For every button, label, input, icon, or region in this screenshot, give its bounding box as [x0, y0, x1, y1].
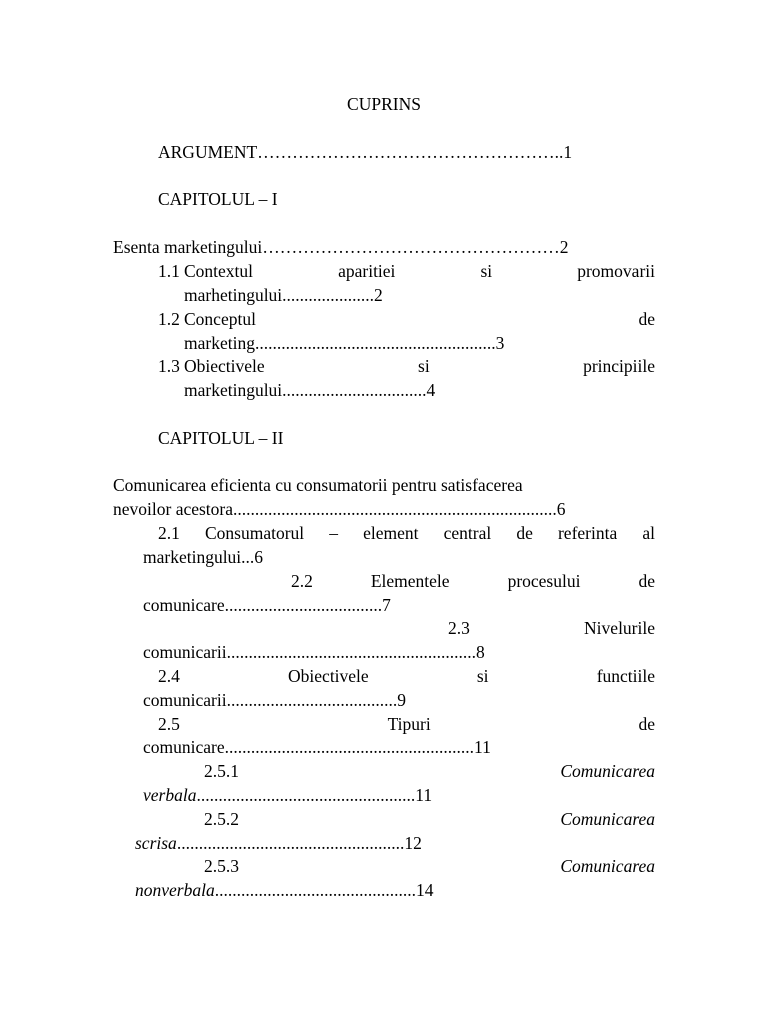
toc-entry-2-1-word: 2.1 — [158, 523, 180, 543]
toc-entry-1-1-number: 1.1 — [158, 261, 180, 281]
toc-entry-1-2-word: de — [638, 309, 655, 329]
toc-entry-argument: ARGUMENT……………………………………………..1 — [158, 142, 573, 162]
toc-entry-1-3-continuation: marketingului.................................4 — [184, 380, 436, 400]
toc-entry-1-1-word: promovarii — [577, 261, 655, 281]
toc-entry-1-3-word: Obiectivele — [184, 356, 265, 376]
toc-entry-2-3-word: 2.3 — [448, 618, 470, 638]
toc-entry-2-1 — [158, 522, 655, 546]
chapter-2-subject-line-1: Comunicarea eficienta cu consumatorii pentru satisfacerea — [113, 475, 523, 495]
toc-entry-2-5-2-continuation — [135, 832, 422, 856]
toc-entry-1-2-continuation: marketing.......................................................3 — [184, 333, 505, 353]
toc-entry-1-2-word: Conceptul — [184, 309, 256, 329]
toc-entry-2-5-3-word: nonverbala — [135, 880, 215, 900]
toc-entry-1-1-word: si — [480, 261, 493, 281]
toc-entry-2-2-word: de — [638, 571, 655, 591]
toc-entry-2-2-continuation: comunicare....................................7 — [143, 595, 391, 615]
toc-entry-2-4-word: 2.4 — [158, 666, 180, 686]
toc-entry-1-3-number: 1.3 — [158, 356, 180, 376]
toc-entry-2-1-word: central — [443, 523, 492, 543]
toc-entry-2-4 — [158, 665, 655, 689]
chapter-2-heading: CAPITOLUL – II — [158, 428, 284, 448]
toc-entry-2-5-3-leader: ..............................................14 — [214, 880, 434, 900]
toc-entry-1-1-word: aparitiei — [338, 261, 396, 281]
toc-entry-2-1-word: element — [363, 523, 419, 543]
toc-entry-2-5-1-continuation — [143, 784, 432, 808]
toc-entry-2-5-2-word: scrisa — [135, 833, 177, 853]
toc-entry-1-1-continuation: marhetingului.....................2 — [184, 285, 383, 305]
toc-entry-2-5-3-continuation — [135, 879, 433, 903]
toc-entry-2-2-word: 2.2 — [291, 571, 313, 591]
toc-entry-2-1-word: de — [516, 523, 533, 543]
toc-entry-2-2-word: procesului — [507, 571, 581, 591]
toc-entry-2-5 — [158, 713, 655, 737]
toc-entry-2-5-3-title: Comunicarea — [560, 856, 655, 876]
toc-entry-2-5-2-title: Comunicarea — [560, 809, 655, 829]
toc-entry-2-1-word: – — [329, 523, 339, 543]
toc-entry-2-4-continuation: comunicarii.......................................9 — [143, 690, 406, 710]
toc-entry-2-5-1-title: Comunicarea — [560, 761, 655, 781]
toc-entry-2-5-1-word: verbala — [143, 785, 197, 805]
toc-entry-2-5-1-leader: ..................................................11 — [196, 785, 433, 805]
toc-entry-2-4-word: Obiectivele — [288, 666, 369, 686]
toc-entry-2-3-continuation: comunicarii.........................................................8 — [143, 642, 485, 662]
toc-entry-1-1-word: Contextul — [184, 261, 254, 281]
toc-entry-2-5-3-number: 2.5.3 — [204, 856, 239, 876]
toc-entry-2-5-word: Tipuri — [387, 714, 431, 734]
toc-entry-2-2-word: Elementele — [370, 571, 450, 591]
toc-entry-2-3-word: Nivelurile — [584, 618, 655, 638]
chapter-2-subject-line-2: nevoilor acestora..........................................................................6 — [113, 499, 566, 519]
toc-entry-2-4-word: si — [476, 666, 489, 686]
toc-entry-2-1-continuation: marketingului...6 — [143, 547, 264, 567]
toc-entry-1-2 — [184, 308, 655, 332]
toc-entry-2-1-word: referinta — [557, 523, 618, 543]
toc-entry-2-4-word: functiile — [596, 666, 655, 686]
toc-title: CUPRINS — [347, 94, 421, 114]
chapter-1-heading: CAPITOLUL – I — [158, 189, 278, 209]
toc-entry-1-3-word: si — [418, 356, 430, 376]
toc-entry-2-1-word: al — [642, 523, 655, 543]
toc-entry-2-5-2-leader: ....................................................12 — [176, 833, 422, 853]
toc-entry-1-2-number: 1.2 — [158, 309, 180, 329]
toc-entry-1-1 — [184, 260, 655, 284]
toc-entry-1-3 — [184, 355, 655, 379]
toc-entry-2-1-word: Consumatorul — [204, 523, 305, 543]
toc-entry-1-3-word: principiile — [583, 356, 655, 376]
toc-entry-2-5-1-number: 2.5.1 — [204, 761, 239, 781]
chapter-1-subject: Esenta marketingului……………………………………………2 — [113, 237, 569, 257]
toc-entry-2-5-word: de — [638, 714, 655, 734]
toc-entry-2-5-2-number: 2.5.2 — [204, 809, 239, 829]
toc-entry-2-5-continuation: comunicare.........................................................11 — [143, 737, 491, 757]
toc-entry-2-3 — [448, 617, 655, 641]
toc-entry-2-2 — [291, 570, 655, 594]
toc-entry-2-5-word: 2.5 — [158, 714, 180, 734]
